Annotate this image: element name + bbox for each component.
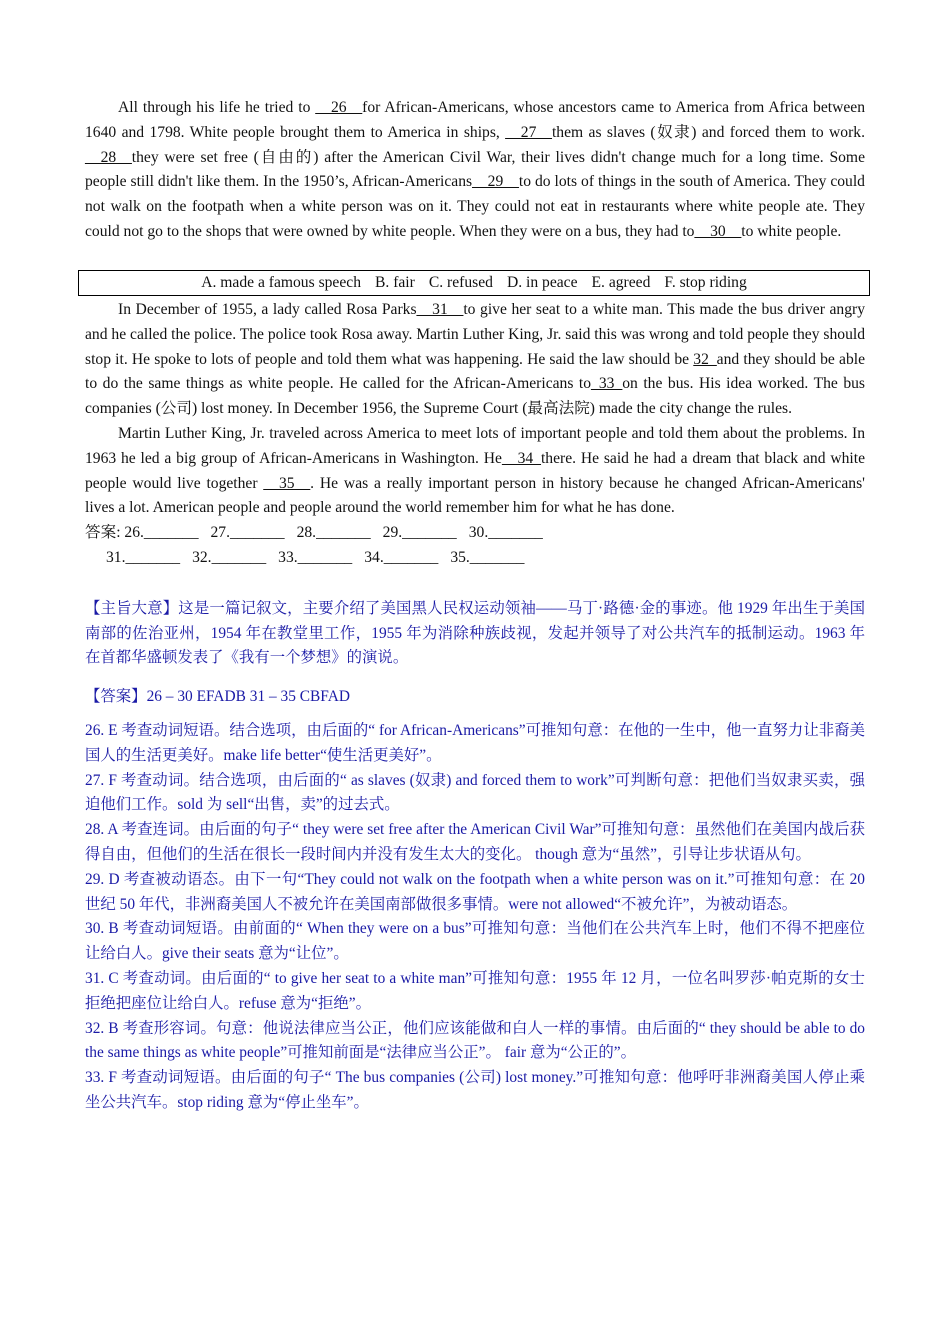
text: for African-Americans, whose ancestors came to America from Africa between 1640 and 1798. White people brought them to America in ships,	[85, 99, 865, 141]
explanation-item: 26. E 考查动词短语。结合选项，由后面的“ for African-Americans”可推知句意：在他的一生中，他一直努力让非裔美国人的生活更美好。make life better“使生活更美好”。	[85, 721, 865, 764]
blank-32: 32_	[693, 350, 717, 368]
answer-blank[interactable]: 34._______	[364, 548, 439, 566]
blank-35: __35__	[263, 474, 311, 492]
text: to white people.	[741, 222, 842, 240]
option-a: A. made a famous speech	[201, 274, 361, 291]
passage-paragraph-1	[85, 96, 865, 269]
answer-row-1	[85, 521, 865, 546]
answer-blank[interactable]: 30._______	[468, 524, 543, 542]
answer-row-2	[85, 546, 865, 571]
answer-blank[interactable]: 29._______	[382, 524, 457, 542]
blank-31: __31__	[416, 301, 464, 318]
blank-33: _33_	[591, 375, 623, 393]
answer-blank[interactable]: 28._______	[296, 524, 371, 542]
passage-paragraph-2	[85, 298, 865, 422]
explanation-item: 32. B 考查形容词。句意：他说法律应当公正，他们应该能做和白人一样的事情。由后面的“ they should be able to do the same things as white people”可推知前面是“法律应当公正”。 fair 意为“公正的”。	[85, 1019, 865, 1062]
text: In December of 1955, a lady called Rosa Parks	[118, 301, 417, 318]
option-f: F. stop riding	[664, 274, 747, 291]
text: there. He said he had a dream that black and white people would live together	[85, 449, 865, 492]
answer-label: 答案:	[85, 524, 125, 542]
explanation-item: 27. F 考查动词。结合选项，由后面的“ as slaves (奴隶) and forced them to work”可判断句意：把他们当奴隶买卖，强迫他们工作。sold 为 sell“出售，卖”的过去式。	[85, 771, 865, 814]
text: All through his life he tried to	[118, 99, 316, 116]
blank-28: __28__	[85, 148, 132, 166]
answer-blank[interactable]: 32._______	[192, 548, 267, 566]
blank-27: __27__	[505, 123, 552, 141]
answer-blank[interactable]: 27._______	[210, 524, 285, 542]
option-d: D. in peace	[506, 274, 578, 291]
text: to do lots of things in the south of America. They could not walk on the footpath when a white person was on it. They could not eat in restaurants where white people ate. They could not go to the shops that were owned by white people. When they were on a bus, they had to	[85, 173, 865, 240]
analysis-section	[85, 597, 865, 1116]
option-b: B. fair	[375, 274, 415, 291]
answer-sheet	[85, 521, 865, 571]
text: on the bus. His idea worked. The bus companies (公司) lost money. In December 1956, the Supreme Court (最高法院) made the city change the rules.	[85, 375, 865, 418]
explanation-item: 30. B 考查动词短语。由前面的“ When they were on a bus”可推知句意：当他们在公共汽车上时，他们不得不把座位让给白人。give their seats 意为“让位”。	[85, 920, 865, 963]
text: and they should be able to do the same things as white people. He called for the African-Americans to	[85, 350, 865, 393]
passage-paragraph-3	[85, 422, 865, 521]
explanation-item: 28. A 考查连词。由后面的句子“ they were set free after the American Civil War”可推知句意：虽然他们在美国内战后获得自由，但他们的生活在很长一段时间内并没有发生太大的变化。 though 意为“虽然”，引导让步状语从句。	[85, 821, 865, 863]
option-e: E. agreed	[591, 274, 651, 291]
blank-26: __26__	[315, 99, 363, 116]
explanation-list	[85, 719, 865, 1116]
answer-blank[interactable]: 33._______	[278, 548, 353, 566]
options-box	[78, 270, 870, 296]
text: them as slaves (奴隶) and forced them to work.	[551, 123, 865, 141]
text: . He was a really important person in history because he changed African-Americans' lives a lot. American people and people around the world remember him for what he has done.	[85, 474, 865, 517]
answer-blank[interactable]: 26._______	[124, 524, 199, 542]
text: they were set free (自由的) after the American Civil War, their lives didn't change much for a long time. Some people still didn't like them. In the 1950’s, African-Americans	[85, 148, 865, 191]
explanation-item: 29. D 考查被动语态。由下一句“They could not walk on the footpath when a white person was on it.”可推知句意：在 20 世纪 50 年代，非洲裔美国人不被允许在美国南部做很多事情。were not allowed“不被允许”，为被动语态。	[85, 870, 865, 913]
summary-paragraph: 【主旨大意】这是一篇记叙文，主要介绍了美国黑人民权运动领袖——马丁·路德·金的事迹。他 1929 年出生于美国南部的佐治亚州，1954 年在教堂里工作，1955 年为消除种族歧视，发起并领导了对公共汽车的抵制运动。1963 年在首都华盛顿发表了《我有一个梦想》的演说。	[85, 599, 865, 667]
text: to give her seat to a white man. This made the bus driver angry and he called the police. The police took Rosa away. Martin Luther King, Jr. said this was wrong and told people they should stop it. He spoke to lots of people and told them what was happening. He said the law should be	[85, 301, 865, 368]
answer-blank[interactable]: 35._______	[450, 548, 525, 566]
document-page	[85, 96, 865, 1116]
option-c: C. refused	[428, 274, 493, 291]
explanation-item: 33. F 考查动词短语。由后面的句子“ The bus companies (公司) lost money.”可推知句意：他呼吁非洲裔美国人停止乘坐公共汽车。stop riding 意为“停止坐车”。	[85, 1069, 865, 1111]
text: Martin Luther King, Jr. traveled across America to meet lots of important people and told them about the problems. In 1963 he led a big group of African-Americans in Washington. He	[85, 424, 865, 467]
explanation-item: 31. C 考查动词。由后面的“ to give her seat to a white man”可推知句意：1955 年 12 月，一位名叫罗莎·帕克斯的女士拒绝把座位让给白人。refuse 意为“拒绝”。	[85, 969, 865, 1012]
blank-30: __30__	[694, 222, 742, 240]
answer-blank[interactable]: 31._______	[106, 548, 181, 566]
blank-34: __34_	[501, 449, 541, 467]
blank-29: __29__	[472, 173, 519, 191]
answer-key: 【答案】26 – 30 EFADB 31 – 35 CBFAD	[85, 688, 350, 706]
